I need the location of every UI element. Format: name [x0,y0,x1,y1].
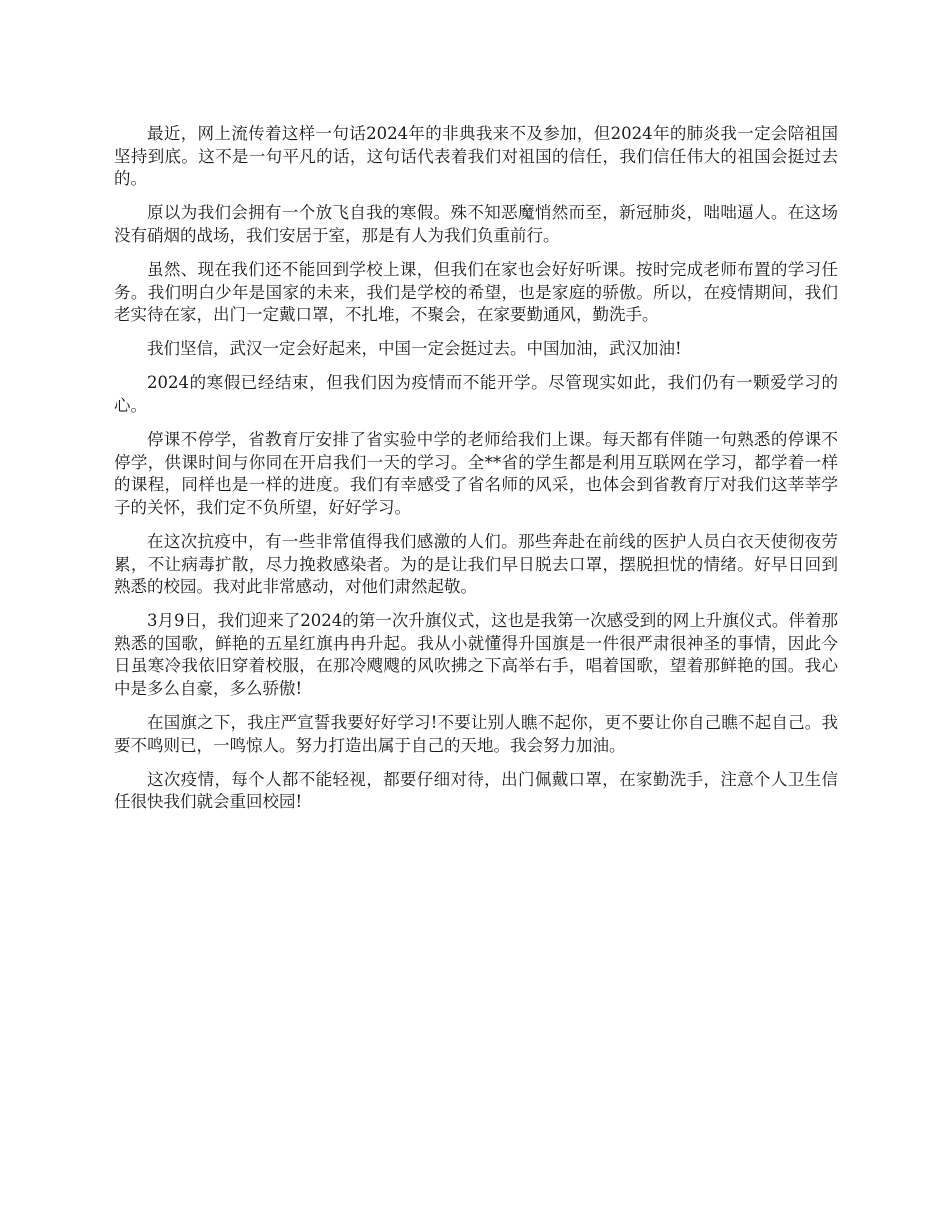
paragraph: 最近，网上流传着这样一句话2024年的非典我来不及参加，但2024年的肺炎我一定会陪祖国坚持到底。这不是一句平凡的话，这句话代表着我们对祖国的信任，我们信任伟大的祖国会挺过去的。 [114,124,838,189]
paragraph: 在国旗之下，我庄严宣誓我要好好学习!不要让别人瞧不起你，更不要让你自己瞧不起自己。我要不鸣则已，一鸣惊人。努力打造出属于自己的天地。我会努力加油。 [114,713,838,755]
paragraph: 在这次抗疫中，有一些非常值得我们感激的人们。那些奔赴在前线的医护人员白衣天使彻夜劳累，不让病毒扩散，尽力挽救感染者。为的是让我们早日脱去口罩，摆脱担忧的情绪。好早日回到熟悉的校园。我对此非常感动，对他们肃然起敬。 [114,531,838,597]
paragraph: 停课不停学，省教育厅安排了省实验中学的老师给我们上课。每天都有伴随一句熟悉的停课不停学，供课时间与你同在开启我们一天的学习。全**省的学生都是利用互联网在学习，都学着一样的课程，同样也是一样的进度。我们有幸感受了省名师的风采，也体会到省教育厅对我们这莘莘学子的关怀，我们定不负所望，好好学习。 [114,430,838,517]
paragraph: 虽然、现在我们还不能回到学校上课，但我们在家也会好好听课。按时完成老师布置的学习任务。我们明白少年是国家的未来，我们是学校的希望，也是家庭的骄傲。所以，在疫情期间，我们老实待在家，出门一定戴口罩，不扎堆，不聚会，在家要勤通风，勤洗手。 [114,259,838,325]
paragraph: 原以为我们会拥有一个放飞自我的寒假。殊不知恶魔悄然而至，新冠肺炎，咄咄逼人。在这场没有硝烟的战场，我们安居于室，那是有人为我们负重前行。 [114,203,838,245]
document-body [114,123,838,825]
paragraph: 我们坚信，武汉一定会好起来，中国一定会挺过去。中国加油，武汉加油! [147,339,682,359]
paragraph: 2024的寒假已经结束，但我们因为疫情而不能开学。尽管现实如此，我们仍有一颗爱学习的心。 [114,373,838,415]
paragraph: 3月9日，我们迎来了2024的第一次升旗仪式，这也是我第一次感受到的网上升旗仪式。伴着那熟悉的国歌，鲜艳的五星红旗冉冉升起。我从小就懂得升国旗是一件很严肃很神圣的事情，因此今日虽寒冷我依旧穿着校服，在那冷飕飕的风吹拂之下高举右手，唱着国歌，望着那鲜艳的国。我心中是多么自豪，多么骄傲! [114,611,838,698]
paragraph: 这次疫情，每个人都不能轻视，都要仔细对待，出门佩戴口罩，在家勤洗手，注意个人卫生信任很快我们就会重回校园! [114,769,838,812]
